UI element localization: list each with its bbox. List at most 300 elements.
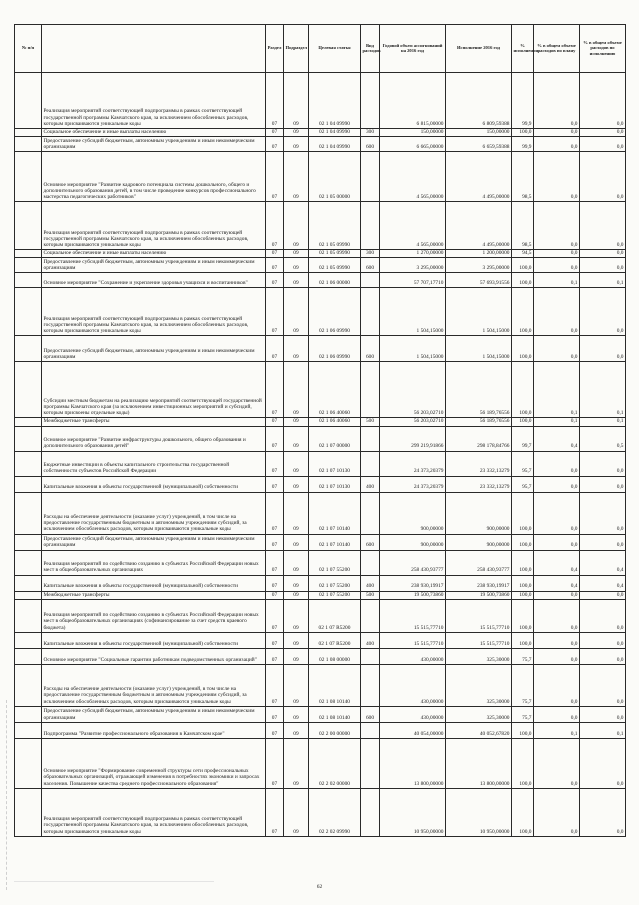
cell-num bbox=[15, 362, 42, 418]
cell-percent: 99,9 bbox=[512, 137, 534, 152]
cell-share-fact: 0,0 bbox=[580, 73, 626, 129]
cell-fact: 6 809,59388 bbox=[446, 73, 512, 129]
cell-percent: 98,5 bbox=[512, 202, 534, 250]
cell-plan: 10 950,00000 bbox=[380, 788, 446, 836]
cell-percent: 100,0 bbox=[512, 129, 534, 137]
cell-percent: 100,0 bbox=[512, 336, 534, 362]
cell-target-article: 02 1 04 09990 bbox=[309, 137, 361, 152]
cell-share-plan: 0,0 bbox=[534, 476, 580, 492]
cell-num bbox=[15, 418, 42, 426]
header-fact: Исполнение 2016 год bbox=[446, 25, 512, 73]
cell-share-fact: 0,4 bbox=[580, 575, 626, 591]
table-row bbox=[15, 492, 626, 534]
cell-name: Расходы на обеспечение деятельности (оказание услуг) учреждений, в том числе на предоставление государственным бюджетным и автономным учреждениям субсидий, за исключением обособленных расходов, которым присваиваются уникальные коды bbox=[42, 492, 266, 534]
cell-percent: 100,0 bbox=[512, 591, 534, 599]
table-row bbox=[15, 202, 626, 250]
cell-target-article: 02 1 08 10140 bbox=[309, 706, 361, 722]
table-row bbox=[15, 129, 626, 137]
cell-name: Подпрограмма "Развитие профессионального образования в Камчатском крае" bbox=[42, 722, 266, 738]
cell-fact: 4 495,00000 bbox=[446, 202, 512, 250]
cell-percent: 100,0 bbox=[512, 418, 534, 426]
table-row bbox=[15, 722, 626, 738]
cell-share-plan: 0,1 bbox=[534, 273, 580, 288]
cell-name: Реализация мероприятий по содействию созданию в субъектах Российской Федерации новых мест в общеобразовательных организациях bbox=[42, 550, 266, 575]
cell-percent: 100,0 bbox=[512, 575, 534, 591]
cell-expense-type: 600 bbox=[361, 336, 380, 362]
cell-num bbox=[15, 591, 42, 599]
cell-num bbox=[15, 250, 42, 258]
cell-fact: 298 178,84766 bbox=[446, 426, 512, 451]
cell-target-article: 02 1 07 R5200 bbox=[309, 632, 361, 648]
cell-share-fact: 0,1 bbox=[580, 273, 626, 288]
cell-podrazdel: 09 bbox=[284, 273, 309, 288]
cell-expense-type bbox=[361, 648, 380, 664]
cell-plan: 56 203,02710 bbox=[380, 418, 446, 426]
cell-num bbox=[15, 632, 42, 648]
cell-razdel: 07 bbox=[266, 362, 284, 418]
cell-num bbox=[15, 202, 42, 250]
cell-expense-type bbox=[361, 288, 380, 336]
page-number: 62 bbox=[316, 884, 323, 890]
cell-target-article: 02 1 05 00000 bbox=[309, 152, 361, 202]
cell-target-article: 02 1 08 10140 bbox=[309, 664, 361, 706]
cell-target-article: 02 1 07 00000 bbox=[309, 426, 361, 451]
cell-razdel: 07 bbox=[266, 152, 284, 202]
cell-podrazdel: 09 bbox=[284, 418, 309, 426]
cell-num bbox=[15, 73, 42, 129]
cell-podrazdel: 09 bbox=[284, 362, 309, 418]
cell-plan: 4 565,00000 bbox=[380, 202, 446, 250]
cell-num bbox=[15, 599, 42, 632]
cell-razdel: 07 bbox=[266, 336, 284, 362]
cell-percent: 100,0 bbox=[512, 273, 534, 288]
cell-podrazdel: 09 bbox=[284, 129, 309, 137]
cell-fact: 13 800,00000 bbox=[446, 738, 512, 788]
cell-podrazdel: 09 bbox=[284, 738, 309, 788]
cell-share-fact: 0,0 bbox=[580, 129, 626, 137]
cell-num bbox=[15, 648, 42, 664]
cell-num bbox=[15, 129, 42, 137]
cell-name: Капитальные вложения в объекты государственной (муниципальной) собственности bbox=[42, 476, 266, 492]
table-row bbox=[15, 599, 626, 632]
cell-razdel: 07 bbox=[266, 722, 284, 738]
cell-plan: 299 219,91866 bbox=[380, 426, 446, 451]
table-row bbox=[15, 591, 626, 599]
cell-plan: 900,00000 bbox=[380, 534, 446, 550]
cell-plan: 430,00000 bbox=[380, 706, 446, 722]
cell-plan: 40 054,00000 bbox=[380, 722, 446, 738]
cell-name: Реализация мероприятий соответствующей подпрограммы в рамках соответствующей государственной программы Камчатского края, за исключением обособленных расходов, которым присваиваются уникальные коды bbox=[42, 288, 266, 336]
cell-podrazdel: 09 bbox=[284, 575, 309, 591]
cell-name: Предоставление субсидий бюджетным, автономным учреждениям и иным некоммерческим организациям bbox=[42, 336, 266, 362]
cell-razdel: 07 bbox=[266, 591, 284, 599]
cell-razdel: 07 bbox=[266, 492, 284, 534]
cell-name: Капитальные вложения в объекты государственной (муниципальной) собственности bbox=[42, 575, 266, 591]
cell-expense-type: 600 bbox=[361, 706, 380, 722]
table-row bbox=[15, 632, 626, 648]
cell-expense-type bbox=[361, 664, 380, 706]
cell-share-plan: 0,4 bbox=[534, 575, 580, 591]
cell-target-article: 02 1 07 10140 bbox=[309, 492, 361, 534]
cell-expense-type bbox=[361, 426, 380, 451]
cell-share-plan: 0,0 bbox=[534, 336, 580, 362]
cell-share-fact: 0,0 bbox=[580, 706, 626, 722]
cell-expense-type bbox=[361, 451, 380, 476]
cell-plan: 56 203,02710 bbox=[380, 362, 446, 418]
cell-plan: 15 515,77710 bbox=[380, 632, 446, 648]
cell-fact: 900,00000 bbox=[446, 492, 512, 534]
table-row bbox=[15, 426, 626, 451]
cell-fact: 258 430,93777 bbox=[446, 550, 512, 575]
table-row bbox=[15, 575, 626, 591]
cell-share-fact: 0,0 bbox=[580, 738, 626, 788]
cell-name: Реализация мероприятий соответствующей подпрограммы в рамках соответствующей государственной программы Камчатского края, за исключением обособленных расходов, которым присваиваются уникальные коды bbox=[42, 788, 266, 836]
cell-podrazdel: 09 bbox=[284, 664, 309, 706]
header-plan: Годовой объем ассигнований на 2016 год bbox=[380, 25, 446, 73]
cell-target-article: 02 1 07 10140 bbox=[309, 534, 361, 550]
table-row bbox=[15, 273, 626, 288]
table-row bbox=[15, 288, 626, 336]
cell-podrazdel: 09 bbox=[284, 632, 309, 648]
cell-share-plan: 0,0 bbox=[534, 788, 580, 836]
cell-num bbox=[15, 152, 42, 202]
table-body bbox=[15, 73, 626, 837]
cell-target-article: 02 1 08 00000 bbox=[309, 648, 361, 664]
cell-num bbox=[15, 426, 42, 451]
header-target-article: Целевая статья bbox=[309, 25, 361, 73]
cell-percent: 100,0 bbox=[512, 738, 534, 788]
cell-name: Основное мероприятие "Развитие инфраструктуры дошкольного, общего образования и дополнительного образования детей" bbox=[42, 426, 266, 451]
cell-fact: 23 332,13279 bbox=[446, 476, 512, 492]
cell-razdel: 07 bbox=[266, 418, 284, 426]
cell-share-plan: 0,0 bbox=[534, 137, 580, 152]
table-row bbox=[15, 336, 626, 362]
cell-name: Предоставление субсидий бюджетным, автономным учреждениям и иным некоммерческим организациям bbox=[42, 137, 266, 152]
cell-percent: 100,0 bbox=[512, 632, 534, 648]
cell-razdel: 07 bbox=[266, 738, 284, 788]
cell-fact: 57 693,91556 bbox=[446, 273, 512, 288]
cell-percent: 100,0 bbox=[512, 362, 534, 418]
cell-name: Межбюджетные трансферты bbox=[42, 591, 266, 599]
cell-percent: 75,7 bbox=[512, 648, 534, 664]
cell-plan: 15 515,77710 bbox=[380, 599, 446, 632]
cell-percent: 100,0 bbox=[512, 258, 534, 273]
cell-name: Реализация мероприятий соответствующей подпрограммы в рамках соответствующей государственной программы Камчатского края, за исключением обособленных расходов, которым присваиваются уникальные коды bbox=[42, 202, 266, 250]
header-podrazdel: Подраздел bbox=[284, 25, 309, 73]
cell-plan: 1 504,15000 bbox=[380, 336, 446, 362]
cell-percent: 94,5 bbox=[512, 250, 534, 258]
cell-target-article: 02 1 07 10130 bbox=[309, 476, 361, 492]
header-percent: % исполнения bbox=[512, 25, 534, 73]
cell-podrazdel: 09 bbox=[284, 250, 309, 258]
cell-razdel: 07 bbox=[266, 288, 284, 336]
cell-target-article: 02 1 06 09990 bbox=[309, 336, 361, 362]
cell-share-fact: 0,0 bbox=[580, 632, 626, 648]
cell-share-fact: 0,0 bbox=[580, 664, 626, 706]
cell-percent: 98,5 bbox=[512, 152, 534, 202]
cell-fact: 1 504,15000 bbox=[446, 288, 512, 336]
table-row bbox=[15, 418, 626, 426]
cell-target-article: 02 1 06 40060 bbox=[309, 362, 361, 418]
cell-expense-type: 400 bbox=[361, 632, 380, 648]
cell-num bbox=[15, 788, 42, 836]
cell-target-article: 02 1 06 00000 bbox=[309, 273, 361, 288]
cell-target-article: 02 1 06 40060 bbox=[309, 418, 361, 426]
cell-percent: 75,7 bbox=[512, 664, 534, 706]
cell-share-fact: 0,4 bbox=[580, 550, 626, 575]
cell-razdel: 07 bbox=[266, 476, 284, 492]
cell-podrazdel: 09 bbox=[284, 258, 309, 273]
cell-share-plan: 0,0 bbox=[534, 492, 580, 534]
budget-execution-table bbox=[14, 24, 626, 837]
cell-target-article: 02 1 07 10130 bbox=[309, 451, 361, 476]
cell-share-plan: 0,4 bbox=[534, 550, 580, 575]
cell-razdel: 07 bbox=[266, 426, 284, 451]
cell-num bbox=[15, 738, 42, 788]
cell-podrazdel: 09 bbox=[284, 492, 309, 534]
cell-expense-type: 400 bbox=[361, 575, 380, 591]
cell-plan: 238 930,19917 bbox=[380, 575, 446, 591]
cell-name: Основное мероприятие "Формирование современной структуры сети профессиональных образовательных организаций, отражающей изменения в потребностях экономики и запросах населения. Повышение качества среднего профессионального образования" bbox=[42, 738, 266, 788]
cell-percent: 100,0 bbox=[512, 534, 534, 550]
table-row bbox=[15, 152, 626, 202]
cell-num bbox=[15, 664, 42, 706]
cell-percent: 100,0 bbox=[512, 722, 534, 738]
cell-podrazdel: 09 bbox=[284, 534, 309, 550]
cell-razdel: 07 bbox=[266, 788, 284, 836]
cell-name: Реализация мероприятий по содействию созданию в субъектах Российской Федерации новых мест в общеобразовательных организациях (софинансирование за счет средств краевого бюджета) bbox=[42, 599, 266, 632]
cell-podrazdel: 09 bbox=[284, 599, 309, 632]
table-row bbox=[15, 258, 626, 273]
cell-razdel: 07 bbox=[266, 632, 284, 648]
cell-podrazdel: 09 bbox=[284, 451, 309, 476]
table-row bbox=[15, 73, 626, 129]
cell-expense-type: 600 bbox=[361, 137, 380, 152]
cell-expense-type: 300 bbox=[361, 250, 380, 258]
cell-percent: 99,7 bbox=[512, 426, 534, 451]
cell-razdel: 07 bbox=[266, 706, 284, 722]
cell-share-plan: 0,0 bbox=[534, 258, 580, 273]
cell-expense-type bbox=[361, 202, 380, 250]
cell-target-article: 02 1 06 09990 bbox=[309, 288, 361, 336]
cell-target-article: 02 1 05 09990 bbox=[309, 250, 361, 258]
cell-plan: 430,00000 bbox=[380, 648, 446, 664]
cell-num bbox=[15, 288, 42, 336]
cell-podrazdel: 09 bbox=[284, 202, 309, 250]
cell-fact: 900,00000 bbox=[446, 534, 512, 550]
cell-name: Предоставление субсидий бюджетным, автономным учреждениям и иным некоммерческим организациям bbox=[42, 534, 266, 550]
cell-name: Субсидии местным бюджетам на реализацию мероприятий соответствующей государственной программы Камчатского края (за исключением инвестиционных мероприятий и субсидий, которым присвоены отдельные коды) bbox=[42, 362, 266, 418]
cell-razdel: 07 bbox=[266, 73, 284, 129]
cell-target-article: 02 1 04 09990 bbox=[309, 73, 361, 129]
cell-plan: 150,00000 bbox=[380, 129, 446, 137]
cell-percent: 75,7 bbox=[512, 706, 534, 722]
cell-fact: 6 659,59388 bbox=[446, 137, 512, 152]
cell-share-plan: 0,0 bbox=[534, 534, 580, 550]
cell-razdel: 07 bbox=[266, 599, 284, 632]
cell-razdel: 07 bbox=[266, 664, 284, 706]
cell-fact: 325,30000 bbox=[446, 648, 512, 664]
cell-fact: 238 930,19917 bbox=[446, 575, 512, 591]
cell-percent: 100,0 bbox=[512, 788, 534, 836]
cell-share-plan: 0,0 bbox=[534, 202, 580, 250]
cell-plan: 3 295,00000 bbox=[380, 258, 446, 273]
cell-podrazdel: 09 bbox=[284, 137, 309, 152]
cell-share-plan: 0,0 bbox=[534, 648, 580, 664]
cell-num bbox=[15, 492, 42, 534]
cell-share-fact: 0,0 bbox=[580, 451, 626, 476]
cell-fact: 15 515,77710 bbox=[446, 599, 512, 632]
cell-name: Основное мероприятие "Развитие кадрового потенциала системы дошкольного, общего и дополнительного образования детей, в том числе проведение конкурсов профессионального мастерства педагогических работников" bbox=[42, 152, 266, 202]
cell-plan: 24 373,20379 bbox=[380, 451, 446, 476]
cell-fact: 150,00000 bbox=[446, 129, 512, 137]
cell-share-fact: 0,0 bbox=[580, 258, 626, 273]
cell-fact: 40 052,67820 bbox=[446, 722, 512, 738]
header-share-fact: % в общем объеме расходов по исполнению bbox=[580, 25, 626, 73]
cell-num bbox=[15, 722, 42, 738]
table-row bbox=[15, 550, 626, 575]
cell-share-fact: 0,0 bbox=[580, 476, 626, 492]
cell-expense-type: 600 bbox=[361, 534, 380, 550]
cell-share-plan: 0,0 bbox=[534, 738, 580, 788]
cell-podrazdel: 09 bbox=[284, 476, 309, 492]
header-razdel: Раздел bbox=[266, 25, 284, 73]
table-row bbox=[15, 137, 626, 152]
cell-share-fact: 0,0 bbox=[580, 788, 626, 836]
cell-share-plan: 0,0 bbox=[534, 73, 580, 129]
cell-plan: 13 800,00000 bbox=[380, 738, 446, 788]
cell-plan: 6 815,00000 bbox=[380, 73, 446, 129]
cell-share-fact: 0,1 bbox=[580, 722, 626, 738]
cell-percent: 95,7 bbox=[512, 451, 534, 476]
cell-fact: 3 295,00000 bbox=[446, 258, 512, 273]
cell-num bbox=[15, 575, 42, 591]
cell-target-article: 02 1 07 55200 bbox=[309, 575, 361, 591]
scan-artifact-line bbox=[14, 881, 214, 882]
cell-share-plan: 0,0 bbox=[534, 706, 580, 722]
cell-share-fact: 0,0 bbox=[580, 152, 626, 202]
table-row bbox=[15, 362, 626, 418]
cell-num bbox=[15, 534, 42, 550]
cell-target-article: 02 1 07 R5200 bbox=[309, 599, 361, 632]
cell-percent: 100,0 bbox=[512, 492, 534, 534]
cell-expense-type bbox=[361, 362, 380, 418]
cell-share-fact: 0,5 bbox=[580, 426, 626, 451]
header-expense-type: Вид расходов bbox=[361, 25, 380, 73]
cell-share-fact: 0,0 bbox=[580, 492, 626, 534]
cell-podrazdel: 09 bbox=[284, 288, 309, 336]
cell-expense-type bbox=[361, 722, 380, 738]
cell-plan: 19 500,73860 bbox=[380, 591, 446, 599]
cell-razdel: 07 bbox=[266, 258, 284, 273]
cell-percent: 95,7 bbox=[512, 476, 534, 492]
cell-expense-type: 300 bbox=[361, 129, 380, 137]
cell-share-plan: 0,0 bbox=[534, 288, 580, 336]
cell-share-plan: 0,1 bbox=[534, 722, 580, 738]
cell-expense-type bbox=[361, 550, 380, 575]
cell-share-plan: 0,0 bbox=[534, 152, 580, 202]
cell-share-plan: 0,0 bbox=[534, 664, 580, 706]
cell-share-plan: 0,0 bbox=[534, 451, 580, 476]
cell-plan: 1 504,15000 bbox=[380, 288, 446, 336]
cell-num bbox=[15, 258, 42, 273]
table-row bbox=[15, 250, 626, 258]
cell-fact: 1 200,00000 bbox=[446, 250, 512, 258]
table-row bbox=[15, 664, 626, 706]
cell-plan: 6 665,00000 bbox=[380, 137, 446, 152]
cell-podrazdel: 09 bbox=[284, 788, 309, 836]
table-row bbox=[15, 648, 626, 664]
cell-fact: 23 332,13279 bbox=[446, 451, 512, 476]
cell-share-plan: 0,0 bbox=[534, 250, 580, 258]
cell-share-plan: 0,1 bbox=[534, 418, 580, 426]
cell-razdel: 07 bbox=[266, 129, 284, 137]
cell-expense-type bbox=[361, 152, 380, 202]
cell-razdel: 07 bbox=[266, 575, 284, 591]
cell-num bbox=[15, 550, 42, 575]
cell-podrazdel: 09 bbox=[284, 426, 309, 451]
cell-razdel: 07 bbox=[266, 648, 284, 664]
cell-share-fact: 0,0 bbox=[580, 648, 626, 664]
table-row bbox=[15, 738, 626, 788]
cell-name: Социальное обеспечение и иные выплаты населению bbox=[42, 250, 266, 258]
cell-podrazdel: 09 bbox=[284, 648, 309, 664]
cell-expense-type: 500 bbox=[361, 418, 380, 426]
cell-target-article: 02 2 00 00000 bbox=[309, 722, 361, 738]
cell-target-article: 02 1 04 09990 bbox=[309, 129, 361, 137]
cell-podrazdel: 09 bbox=[284, 73, 309, 129]
cell-share-fact: 0,1 bbox=[580, 418, 626, 426]
cell-percent: 99,9 bbox=[512, 73, 534, 129]
cell-name: Межбюджетные трансферты bbox=[42, 418, 266, 426]
cell-target-article: 02 1 07 55200 bbox=[309, 550, 361, 575]
cell-razdel: 07 bbox=[266, 250, 284, 258]
cell-fact: 4 495,00000 bbox=[446, 152, 512, 202]
table-row bbox=[15, 451, 626, 476]
cell-expense-type bbox=[361, 73, 380, 129]
cell-num bbox=[15, 137, 42, 152]
cell-num bbox=[15, 451, 42, 476]
header-name bbox=[42, 25, 266, 73]
table-row bbox=[15, 706, 626, 722]
cell-razdel: 07 bbox=[266, 451, 284, 476]
cell-fact: 19 500,73860 bbox=[446, 591, 512, 599]
cell-num bbox=[15, 273, 42, 288]
cell-razdel: 07 bbox=[266, 202, 284, 250]
cell-expense-type: 500 bbox=[361, 591, 380, 599]
cell-name: Предоставление субсидий бюджетным, автономным учреждениям и иным некоммерческим организациям bbox=[42, 258, 266, 273]
cell-podrazdel: 09 bbox=[284, 591, 309, 599]
table-header-row bbox=[15, 25, 626, 73]
table-row bbox=[15, 534, 626, 550]
cell-podrazdel: 09 bbox=[284, 722, 309, 738]
cell-share-fact: 0,0 bbox=[580, 288, 626, 336]
cell-plan: 4 565,00000 bbox=[380, 152, 446, 202]
cell-percent: 100,0 bbox=[512, 599, 534, 632]
cell-expense-type bbox=[361, 492, 380, 534]
cell-share-plan: 0,4 bbox=[534, 426, 580, 451]
cell-num bbox=[15, 476, 42, 492]
cell-share-plan: 0,1 bbox=[534, 362, 580, 418]
cell-target-article: 02 1 05 09990 bbox=[309, 258, 361, 273]
cell-name: Предоставление субсидий бюджетным, автономным учреждениям и иным некоммерческим организациям bbox=[42, 706, 266, 722]
cell-expense-type bbox=[361, 788, 380, 836]
cell-target-article: 02 1 05 09990 bbox=[309, 202, 361, 250]
cell-expense-type bbox=[361, 273, 380, 288]
cell-podrazdel: 09 bbox=[284, 152, 309, 202]
cell-num bbox=[15, 336, 42, 362]
cell-target-article: 02 2 02 00000 bbox=[309, 738, 361, 788]
